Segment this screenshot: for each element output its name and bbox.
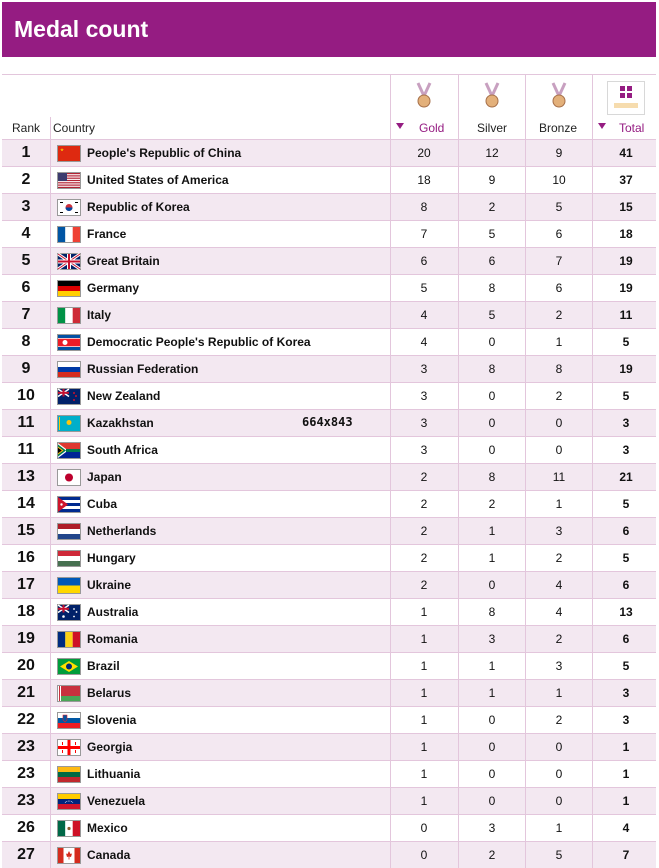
rank-cell: 11 xyxy=(17,441,35,458)
gold-count: 4 xyxy=(420,308,428,322)
total-count: 41 xyxy=(619,146,633,160)
table-row xyxy=(2,517,656,544)
country-name[interactable]: South Africa xyxy=(87,443,158,457)
rank-cell: 1 xyxy=(21,144,31,161)
rank-cell: 23 xyxy=(17,738,35,755)
total-count: 19 xyxy=(619,362,633,376)
total-count: 1 xyxy=(622,767,630,781)
total-count: 5 xyxy=(622,551,630,565)
rank-cell: 19 xyxy=(17,630,35,647)
rank-cell: 7 xyxy=(21,306,31,323)
table-row xyxy=(2,841,656,868)
silver-count: 0 xyxy=(488,740,496,754)
silver-count: 0 xyxy=(488,443,496,457)
gold-count: 1 xyxy=(420,767,428,781)
silver-count: 1 xyxy=(488,659,496,673)
total-count: 19 xyxy=(619,281,633,295)
country-name[interactable]: Russian Federation xyxy=(87,362,199,376)
table-row xyxy=(2,166,656,193)
gold-count: 5 xyxy=(420,281,428,295)
russia-flag-icon xyxy=(57,361,81,378)
silver-count: 0 xyxy=(488,389,496,403)
rank-cell: 27 xyxy=(17,846,35,863)
bronze-count: 2 xyxy=(555,632,563,646)
gold-count: 1 xyxy=(420,686,428,700)
total-count: 4 xyxy=(622,821,630,835)
bronze-count: 1 xyxy=(555,497,563,511)
table-row xyxy=(2,301,656,328)
gold-count: 2 xyxy=(420,524,428,538)
rank-column-header: Rank xyxy=(12,121,41,135)
rank-cell: 20 xyxy=(17,657,35,674)
country-name[interactable]: Canada xyxy=(87,848,131,862)
table-row xyxy=(2,328,656,355)
bronze-count: 2 xyxy=(555,551,563,565)
medal-table xyxy=(2,74,656,868)
country-name[interactable]: Georgia xyxy=(87,740,133,754)
bronze-column-header[interactable]: Bronze xyxy=(539,121,578,135)
silver-count: 2 xyxy=(488,848,496,862)
table-row xyxy=(2,382,656,409)
table-row xyxy=(2,652,656,679)
rank-cell: 22 xyxy=(17,711,35,728)
bronze-count: 0 xyxy=(555,740,563,754)
gold-count: 7 xyxy=(420,227,428,241)
bronze-count: 1 xyxy=(555,686,563,700)
bronze-medal-icon xyxy=(547,82,571,110)
rank-cell: 16 xyxy=(17,549,35,566)
country-column-header: Country xyxy=(53,121,96,135)
gold-count: 2 xyxy=(420,470,428,484)
bronze-count: 0 xyxy=(555,416,563,430)
rank-cell: 17 xyxy=(17,576,35,593)
country-name[interactable]: Australia xyxy=(87,605,139,619)
silver-count: 1 xyxy=(488,551,496,565)
china-flag-icon xyxy=(57,145,81,162)
gold-count: 1 xyxy=(420,605,428,619)
usa-flag-icon xyxy=(57,172,81,189)
gold-count: 0 xyxy=(420,848,428,862)
total-count: 11 xyxy=(619,308,633,322)
france-flag-icon xyxy=(57,226,81,243)
total-count: 18 xyxy=(619,227,633,241)
bronze-count: 8 xyxy=(555,362,563,376)
total-count: 5 xyxy=(622,659,630,673)
country-name[interactable]: United States of America xyxy=(87,173,229,187)
georgia-flag-icon xyxy=(57,739,81,756)
gold-count: 1 xyxy=(420,713,428,727)
total-count: 5 xyxy=(622,497,630,511)
page-title: Medal count xyxy=(14,16,149,42)
total-count: 3 xyxy=(622,686,630,700)
total-count: 15 xyxy=(619,200,633,214)
gold-medal-icon xyxy=(412,82,436,110)
total-sort-indicator-icon[interactable] xyxy=(598,123,606,129)
country-name[interactable]: Italy xyxy=(87,308,112,322)
silver-count: 5 xyxy=(488,308,496,322)
table-row xyxy=(2,760,656,787)
bronze-count: 6 xyxy=(555,227,563,241)
total-column-header[interactable]: Total xyxy=(619,121,645,135)
bronze-count: 1 xyxy=(555,335,563,349)
belarus-flag-icon xyxy=(57,685,81,702)
silver-column-header[interactable]: Silver xyxy=(477,121,508,135)
north-korea-flag-icon xyxy=(57,334,81,351)
silver-count: 0 xyxy=(488,794,496,808)
gold-count: 2 xyxy=(420,578,428,592)
bronze-count: 3 xyxy=(555,659,563,673)
rank-cell: 23 xyxy=(17,765,35,782)
column-header-row xyxy=(2,117,656,139)
rank-cell: 23 xyxy=(17,792,35,809)
mexico-flag-icon xyxy=(57,820,81,837)
silver-count: 0 xyxy=(488,335,496,349)
silver-count: 0 xyxy=(488,416,496,430)
table-row xyxy=(2,814,656,841)
table-row xyxy=(2,598,656,625)
medal-icons-row xyxy=(2,74,656,117)
total-count: 21 xyxy=(619,470,633,484)
gold-count: 0 xyxy=(420,821,428,835)
table-row xyxy=(2,787,656,814)
canada-flag-icon xyxy=(57,847,81,864)
rank-cell: 9 xyxy=(21,360,31,377)
total-count: 3 xyxy=(622,443,630,457)
total-count: 3 xyxy=(622,416,630,430)
table-row xyxy=(2,544,656,571)
rank-cell: 2 xyxy=(21,171,31,188)
bronze-count: 6 xyxy=(555,281,563,295)
country-name[interactable]: Germany xyxy=(87,281,140,295)
gold-count: 18 xyxy=(417,173,431,187)
gold-count: 20 xyxy=(417,146,431,160)
total-grid-icon xyxy=(607,81,645,115)
south-korea-flag-icon xyxy=(57,199,81,216)
table-row xyxy=(2,571,656,598)
table-row xyxy=(2,733,656,760)
gold-count: 6 xyxy=(420,254,428,268)
silver-count: 1 xyxy=(488,686,496,700)
silver-count: 1 xyxy=(488,524,496,538)
gold-sort-indicator-icon[interactable] xyxy=(396,123,404,129)
lithuania-flag-icon xyxy=(57,766,81,783)
total-count: 6 xyxy=(622,578,630,592)
total-count: 5 xyxy=(622,335,630,349)
silver-count: 5 xyxy=(488,227,496,241)
rank-cell: 5 xyxy=(21,252,31,269)
new-zealand-flag-icon xyxy=(57,388,81,405)
netherlands-flag-icon xyxy=(57,523,81,540)
venezuela-flag-icon xyxy=(57,793,81,810)
bronze-count: 5 xyxy=(555,848,563,862)
country-name[interactable]: Republic of Korea xyxy=(87,200,190,214)
germany-flag-icon xyxy=(57,280,81,297)
rank-cell: 6 xyxy=(21,279,31,296)
silver-count: 2 xyxy=(488,497,496,511)
bronze-count: 2 xyxy=(555,389,563,403)
table-row xyxy=(2,220,656,247)
gold-count: 1 xyxy=(420,632,428,646)
brazil-flag-icon xyxy=(57,658,81,675)
bronze-count: 7 xyxy=(555,254,563,268)
bronze-count: 2 xyxy=(555,308,563,322)
gold-count: 4 xyxy=(420,335,428,349)
country-name[interactable]: France xyxy=(87,227,127,241)
bronze-count: 2 xyxy=(555,713,563,727)
rank-cell: 21 xyxy=(17,684,35,701)
bronze-count: 5 xyxy=(555,200,563,214)
slovenia-flag-icon xyxy=(57,712,81,729)
silver-count: 8 xyxy=(488,362,496,376)
country-name[interactable]: Netherlands xyxy=(87,524,157,538)
gold-count: 3 xyxy=(420,389,428,403)
total-count: 6 xyxy=(622,524,630,538)
hungary-flag-icon xyxy=(57,550,81,567)
gold-count: 2 xyxy=(420,551,428,565)
table-row xyxy=(2,247,656,274)
country-name[interactable]: Venezuela xyxy=(87,794,146,808)
gold-count: 3 xyxy=(420,443,428,457)
silver-count: 8 xyxy=(488,470,496,484)
bronze-count: 11 xyxy=(552,470,566,484)
romania-flag-icon xyxy=(57,631,81,648)
gold-count: 3 xyxy=(420,362,428,376)
italy-flag-icon xyxy=(57,307,81,324)
bronze-count: 9 xyxy=(555,146,563,160)
table-row xyxy=(2,490,656,517)
rank-cell: 8 xyxy=(21,333,31,350)
silver-count: 3 xyxy=(488,821,496,835)
bronze-count: 0 xyxy=(555,443,563,457)
dimension-overlay-label: 664x843 xyxy=(302,415,353,429)
gold-count: 1 xyxy=(420,794,428,808)
australia-flag-icon xyxy=(57,604,81,621)
silver-count: 2 xyxy=(488,200,496,214)
total-count: 37 xyxy=(619,173,633,187)
country-name[interactable]: New Zealand xyxy=(87,389,161,403)
table-row xyxy=(2,274,656,301)
rank-cell: 26 xyxy=(17,819,35,836)
japan-flag-icon xyxy=(57,469,81,486)
bronze-count: 0 xyxy=(555,767,563,781)
country-name[interactable]: Brazil xyxy=(87,659,120,673)
country-name[interactable]: Slovenia xyxy=(87,713,137,727)
country-name[interactable]: Hungary xyxy=(87,551,136,565)
great-britain-flag-icon xyxy=(57,253,81,270)
country-name[interactable]: Romania xyxy=(87,632,138,646)
silver-count: 8 xyxy=(488,281,496,295)
gold-count: 3 xyxy=(420,416,428,430)
kazakhstan-flag-icon xyxy=(57,415,81,432)
table-row xyxy=(2,436,656,463)
gold-count: 8 xyxy=(420,200,428,214)
bronze-count: 1 xyxy=(555,821,563,835)
table-row xyxy=(2,625,656,652)
rank-cell: 15 xyxy=(17,522,35,539)
silver-count: 0 xyxy=(488,578,496,592)
total-count: 7 xyxy=(622,848,630,862)
bronze-count: 3 xyxy=(555,524,563,538)
country-name[interactable]: Democratic People's Republic of Korea xyxy=(87,335,311,349)
country-name[interactable]: Cuba xyxy=(87,497,117,511)
bronze-count: 10 xyxy=(552,173,566,187)
table-row xyxy=(2,706,656,733)
gold-count: 1 xyxy=(420,659,428,673)
gold-column-header[interactable]: Gold xyxy=(419,121,445,135)
country-name[interactable]: Kazakhstan xyxy=(87,416,154,430)
silver-count: 12 xyxy=(485,146,499,160)
rank-cell: 18 xyxy=(17,603,35,620)
total-count: 3 xyxy=(622,713,630,727)
total-count: 19 xyxy=(619,254,633,268)
silver-count: 8 xyxy=(488,605,496,619)
south-africa-flag-icon xyxy=(57,442,81,459)
rank-cell: 3 xyxy=(21,198,31,215)
rank-cell: 10 xyxy=(17,387,35,404)
table-row xyxy=(2,355,656,382)
rank-cell: 11 xyxy=(17,414,35,431)
country-name[interactable]: Japan xyxy=(87,470,122,484)
silver-medal-icon xyxy=(480,82,504,110)
country-name[interactable]: Lithuania xyxy=(87,767,141,781)
country-name[interactable]: Ukraine xyxy=(87,578,132,592)
rank-cell: 4 xyxy=(21,225,31,242)
country-name[interactable]: Belarus xyxy=(87,686,132,700)
table-row xyxy=(2,139,656,166)
country-name[interactable]: Great Britain xyxy=(87,254,160,268)
silver-count: 3 xyxy=(488,632,496,646)
bronze-count: 4 xyxy=(555,578,563,592)
bronze-count: 0 xyxy=(555,794,563,808)
rank-cell: 13 xyxy=(17,468,35,485)
table-row xyxy=(2,193,656,220)
total-count: 5 xyxy=(622,389,630,403)
silver-count: 0 xyxy=(488,767,496,781)
gold-count: 1 xyxy=(420,740,428,754)
gold-count: 2 xyxy=(420,497,428,511)
silver-count: 6 xyxy=(488,254,496,268)
bronze-count: 4 xyxy=(555,605,563,619)
cuba-flag-icon xyxy=(57,496,81,513)
medal-table-widget xyxy=(2,2,656,863)
ukraine-flag-icon xyxy=(57,577,81,594)
total-count: 1 xyxy=(622,740,630,754)
total-count: 13 xyxy=(619,605,633,619)
total-count: 1 xyxy=(622,794,630,808)
table-row xyxy=(2,463,656,490)
total-count: 6 xyxy=(622,632,630,646)
header-bar xyxy=(2,2,656,57)
silver-count: 0 xyxy=(488,713,496,727)
rank-cell: 14 xyxy=(17,495,35,512)
country-name[interactable]: Mexico xyxy=(87,821,128,835)
country-name[interactable]: People's Republic of China xyxy=(87,146,242,160)
table-row xyxy=(2,679,656,706)
silver-count: 9 xyxy=(488,173,496,187)
